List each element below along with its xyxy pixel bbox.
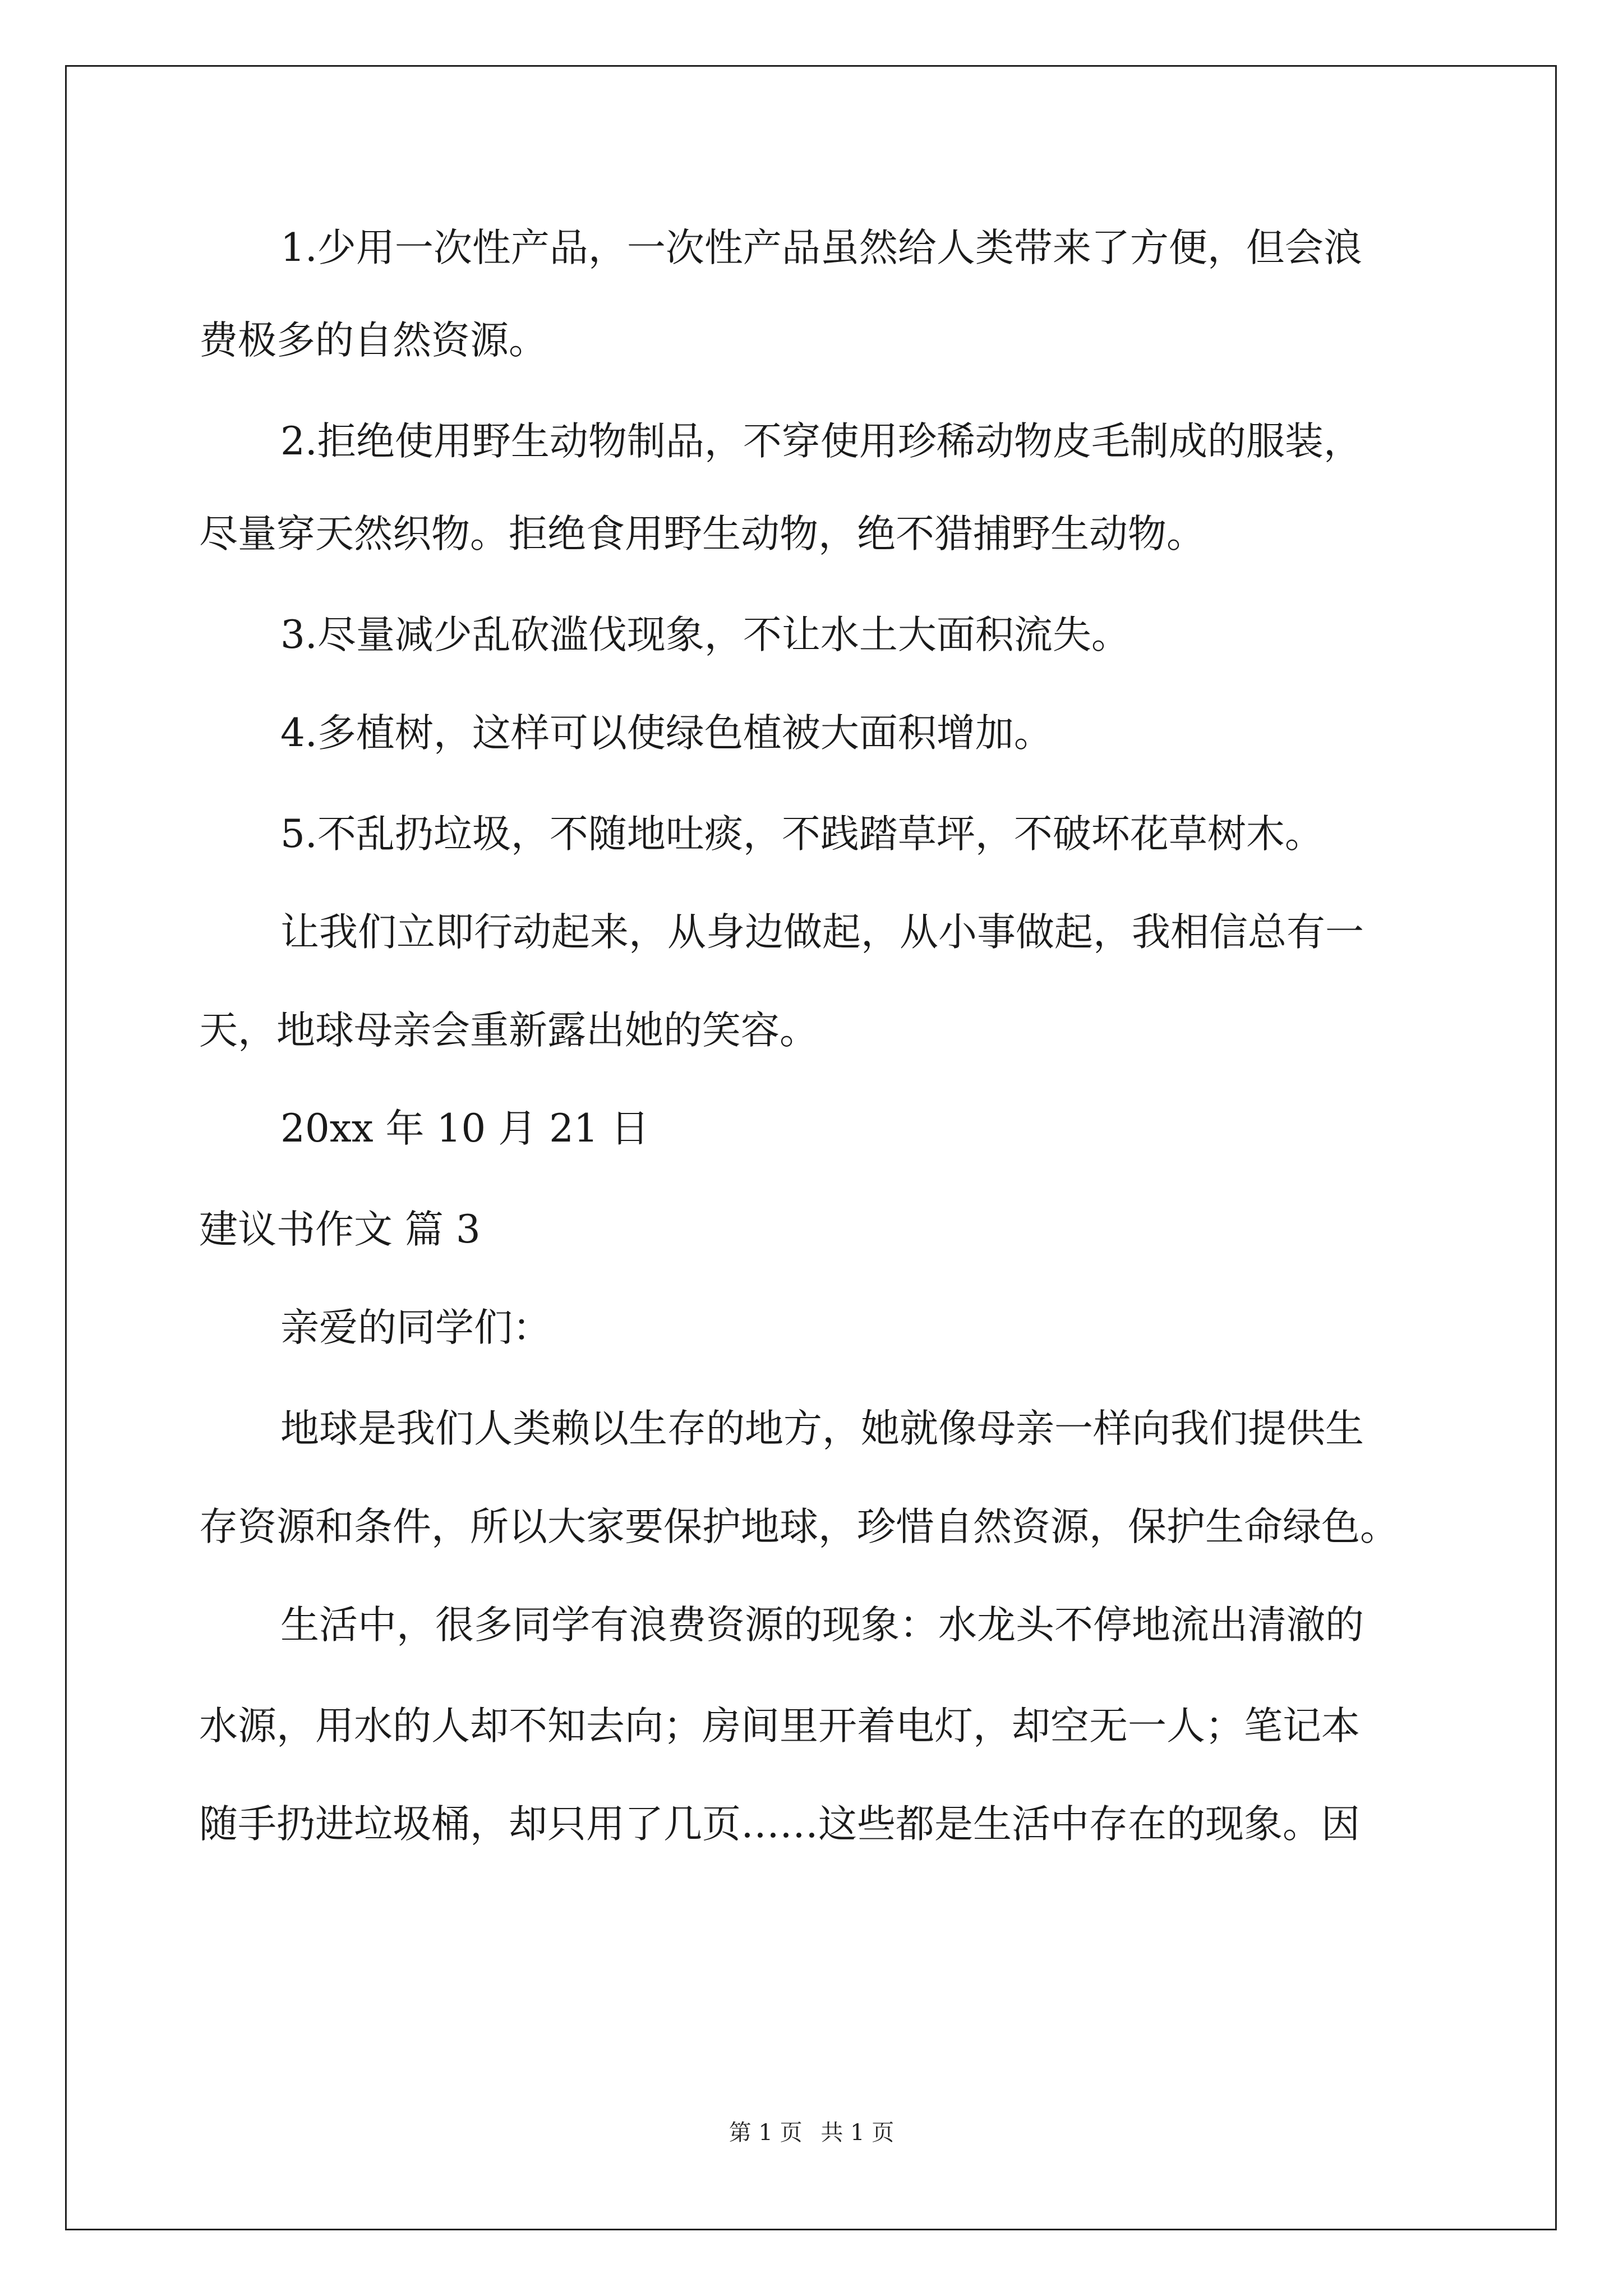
paragraph-line-9: 天，地球母亲会重新露出她的笑容。 (199, 1008, 818, 1053)
salutation: 亲爱的同学们： (280, 1305, 551, 1350)
paragraph-line-17: 随手扔进垃圾桶，却只用了几页……这些都是生活中存在的现象。因 (199, 1802, 1360, 1847)
section-heading: 建议书作文 篇 3 (199, 1207, 481, 1252)
paragraph-line-14: 存资源和条件，所以大家要保护地球，珍惜自然资源，保护生命绿色。 (199, 1504, 1399, 1549)
paragraph-line-8: 让我们立即行动起来，从身边做起，从小事做起，我相信总有一 (280, 910, 1364, 955)
page-number: 第 1 页 (728, 2120, 803, 2146)
date-line: 20xx 年 10 月 21 日 (280, 1106, 649, 1151)
page-total: 共 1 页 (820, 2120, 895, 2146)
paragraph-line-1: 1.少用一次性产品，一次性产品虽然给人类带来了方便，但会浪 (280, 226, 1362, 270)
paragraph-line-16: 水源，用水的人却不知去向；房间里开着电灯，却空无一人；笔记本 (199, 1704, 1360, 1749)
paragraph-line-3: 2.拒绝使用野生动物制品，不穿使用珍稀动物皮毛制成的服装， (280, 419, 1362, 464)
page-footer (0, 2115, 1623, 2147)
paragraph-line-7: 5.不乱扔垃圾，不随地吐痰，不践踏草坪，不破坏花草树木。 (280, 812, 1324, 857)
paragraph-line-4: 尽量穿天然织物。拒绝食用野生动物，绝不猎捕野生动物。 (199, 512, 1205, 556)
paragraph-line-6: 4.多植树，这样可以使绿色植被大面积增加。 (280, 711, 1053, 756)
paragraph-line-15: 生活中，很多同学有浪费资源的现象：水龙头不停地流出清澈的 (280, 1603, 1364, 1648)
paragraph-line-2: 费极多的自然资源。 (199, 318, 547, 363)
paragraph-line-5: 3.尽量减少乱砍滥伐现象，不让水土大面积流失。 (280, 613, 1130, 657)
paragraph-line-13: 地球是我们人类赖以生存的地方，她就像母亲一样向我们提供生 (280, 1406, 1364, 1451)
